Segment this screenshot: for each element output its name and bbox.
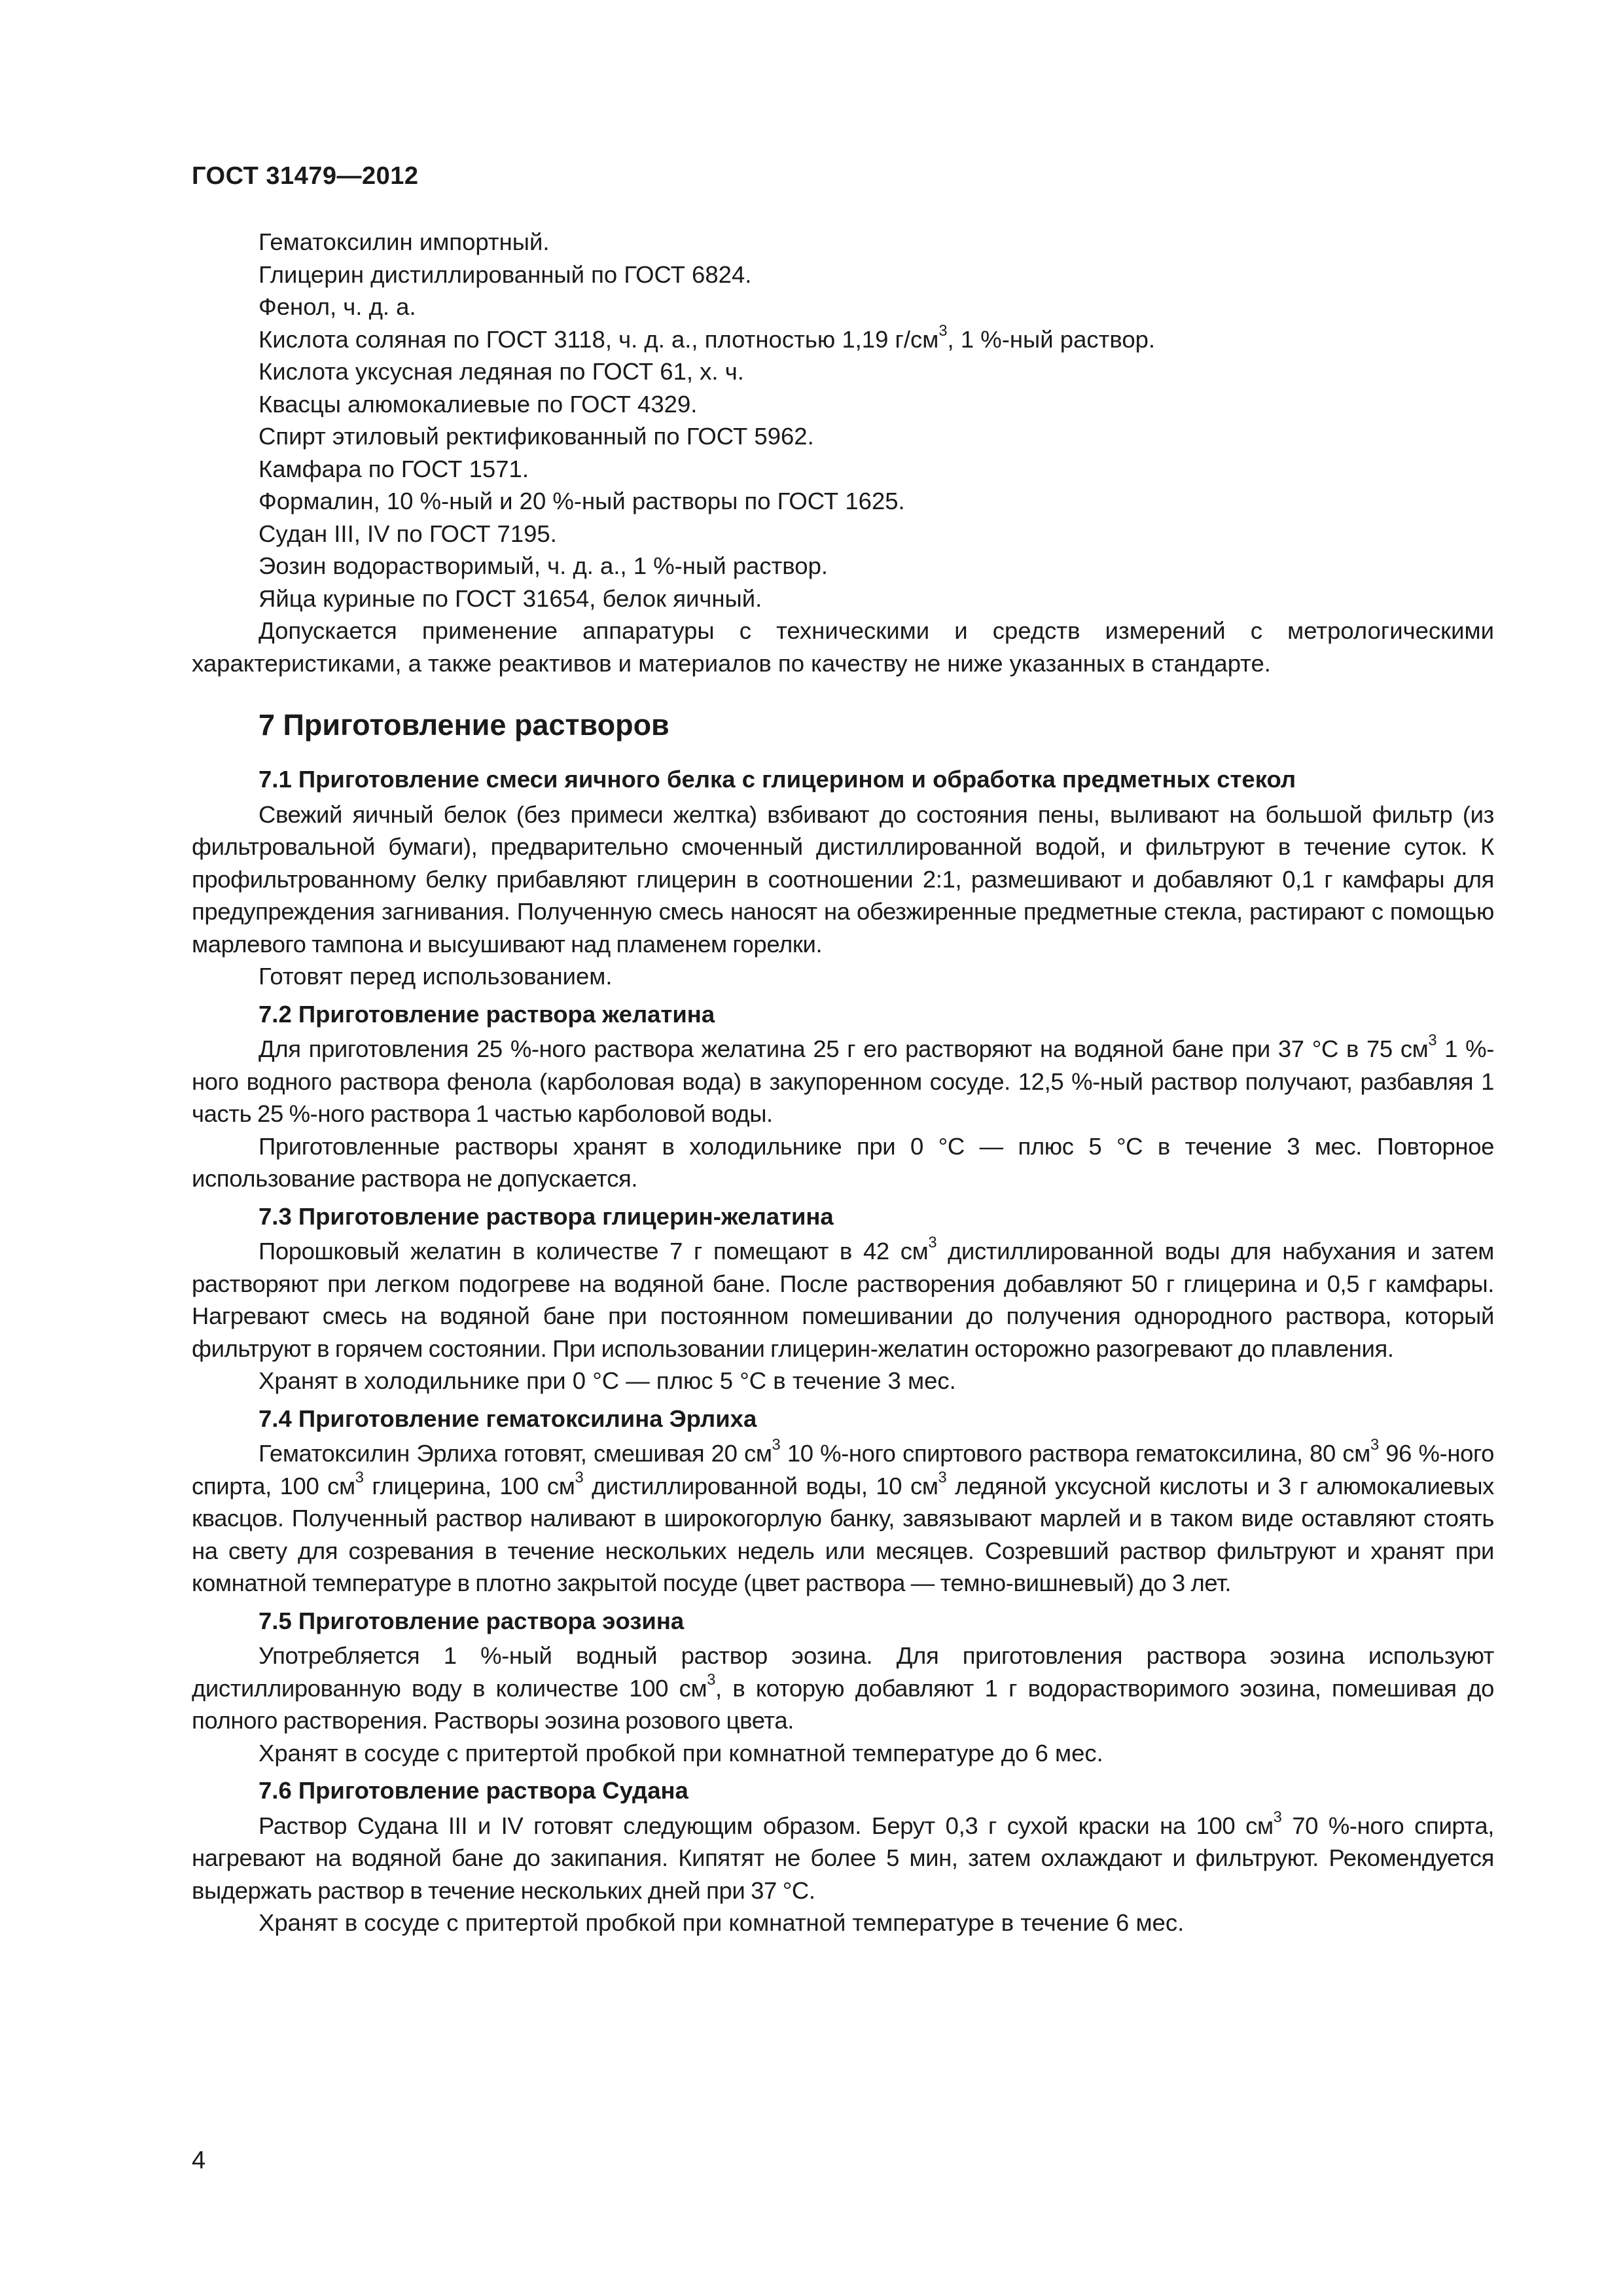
paragraph: Гематоксилин Эрлиха готовят, смешивая 20 $см^3$ 10 %-ного спиртового раствора гематоксилина, 80 $см^3$ 96 %-ного спирта, 100 $см^3$ глицерина, 100 $см^3$ дистиллированной воды, 10 $см^3$ ледяной уксусной кислоты и 3 г алюмокалиевых квасцов. Полученный раствор наливают в широкогорлую банку, завязывают марлей и в таком виде оставляют стоять на свету для созревания в течение нескольких недель или месяцев. Созревший раствор фильтруют и хранят при комнатной температуре в плотно закрытой посуде (цвет раствора — темно-вишневый) до 3 лет. [192,1437,1495,1596]
section-7-title: 7 Приготовление растворов [259,708,669,742]
list-item: Глицерин дистиллированный по ГОСТ 6824. [259,260,752,288]
paragraph: Хранят в сосуде с притертой пробкой при комнатной температуре до 6 мес. [259,1739,1103,1767]
list-item: Спирт этиловый ректификованный по ГОСТ 5962. [259,423,814,450]
list-item: Квасцы алюмокалиевые по ГОСТ 4329. [259,390,698,418]
subsection-7-3-title: 7.3 Приготовление раствора глицерин-желатина [259,1202,834,1230]
paragraph: Приготовленные растворы хранят в холодильнике при 0 °С — плюс 5 °С в течение 3 мес. Повторное использование раствора не допускается. [192,1132,1494,1192]
materials-list [192,226,1494,615]
list-item: Камфара по ГОСТ 1571. [259,455,529,482]
document-header: ГОСТ 31479—2012 [192,162,419,190]
paragraph: Раствор Судана III и IV готовят следующим образом. Берут 0,3 г сухой краски на 100 $см^3$ 70 %-ного спирта, нагревают на водяной бане до закипания. Кипятят не более 5 мин, затем охлаждают и фильтруют. Рекомендуется выдержать раствор в течение нескольких дней при 37 °С. [192,1808,1494,1904]
list-item: Кислота соляная по ГОСТ 3118, ч. д. а., плотностью 1,19 $г/см^3$, 1 %-ный раствор. [259,322,1156,353]
subsection-7-6-title: 7.6 Приготовление раствора Судана [259,1777,688,1804]
paragraph: Употребляется 1 %-ный водный раствор эозина. Для приготовления раствора эозина используют дистиллированную воду в количестве 100 $см^3$, в которую добавляют 1 г водорастворимого эозина, помешивая до полного растворения. Растворы эозина розового цвета. [192,1642,1494,1734]
subsection-7-4-title: 7.4 Приготовление гематоксилина Эрлиха [259,1405,757,1432]
list-item: Фенол, ч. д. а. [259,293,416,320]
list-item: Формалин, 10 %-ный и 20 %-ный растворы по ГОСТ 1625. [259,488,905,514]
page-number: 4 [192,2147,206,2174]
paragraph: Порошковый желатин в количестве 7 г помещают в 42 $см^3$ дистиллированной воды для набухания и затем растворяют при легком подогреве на водяной бане. После растворения добавляют 50 г глицерина и 0,5 г камфары. Нагревают смесь на водяной бане при постоянном помешивании до получения однородного раствора, который фильтруют в горячем состоянии. При использовании глицерин-желатин осторожно разогревают до плавления. [192,1234,1494,1362]
paragraph: Свежий яичный белок (без примеси желтка) взбивают до состояния пены, выливают на большой фильтр (из фильтровальной бумаги), предварительно смоченный дистиллированной водой, и фильтруют в течение суток. К профильтрованному белку прибавляют глицерин в соотношении 2:1, размешивают и добавляют 0,1 г камфары для предупреждения загнивания. Полученную смесь наносят на обезжиренные предметные стекла, растирают с помощью марлевого тампона и высушивают над пламенем горелки. [192,800,1494,958]
materials-note: Допускается применение аппаратуры с техническими и средств измерений с метрологическими характеристиками, а также реактивов и материалов по качеству не ниже указанных в стандарте. [192,617,1494,677]
list-item: Гематоксилин импортный. [259,228,550,255]
paragraph: Хранят в холодильнике при 0 °С — плюс 5 °С в течение 3 мес. [259,1367,956,1394]
paragraph: Для приготовления 25 %-ного раствора желатина 25 г его растворяют на водяной бане при 37 °С в 75 $см^3$ 1 %-ного водного раствора фенола (карболовая вода) в закупоренном сосуде. 12,5 %-ный раствор получают, разбавляя 1 часть 25 %-ного раствора 1 частью карболовой воды. [192,1032,1494,1127]
list-item: Судан III, IV по ГОСТ 7195. [259,520,557,547]
paragraph: Хранят в сосуде с притертой пробкой при комнатной температуре в течение 6 мес. [259,1909,1185,1936]
list-item: Яйца куриные по ГОСТ 31654, белок яичный. [259,584,762,612]
subsection-7-1-title: 7.1 Приготовление смеси яичного белка с глицерином и обработка предметных стекол [259,766,1296,793]
subsection-7-5-title: 7.5 Приготовление раствора эозина [259,1607,685,1634]
subsection-7-2-title: 7.2 Приготовление раствора желатина [259,1000,715,1028]
page-content [192,226,1494,1939]
list-item: Кислота уксусная ледяная по ГОСТ 61, х. ч. [259,358,744,385]
paragraph: Готовят перед использованием. [259,963,613,990]
list-item: Эозин водорастворимый, ч. д. а., 1 %-ный раствор. [259,552,829,579]
